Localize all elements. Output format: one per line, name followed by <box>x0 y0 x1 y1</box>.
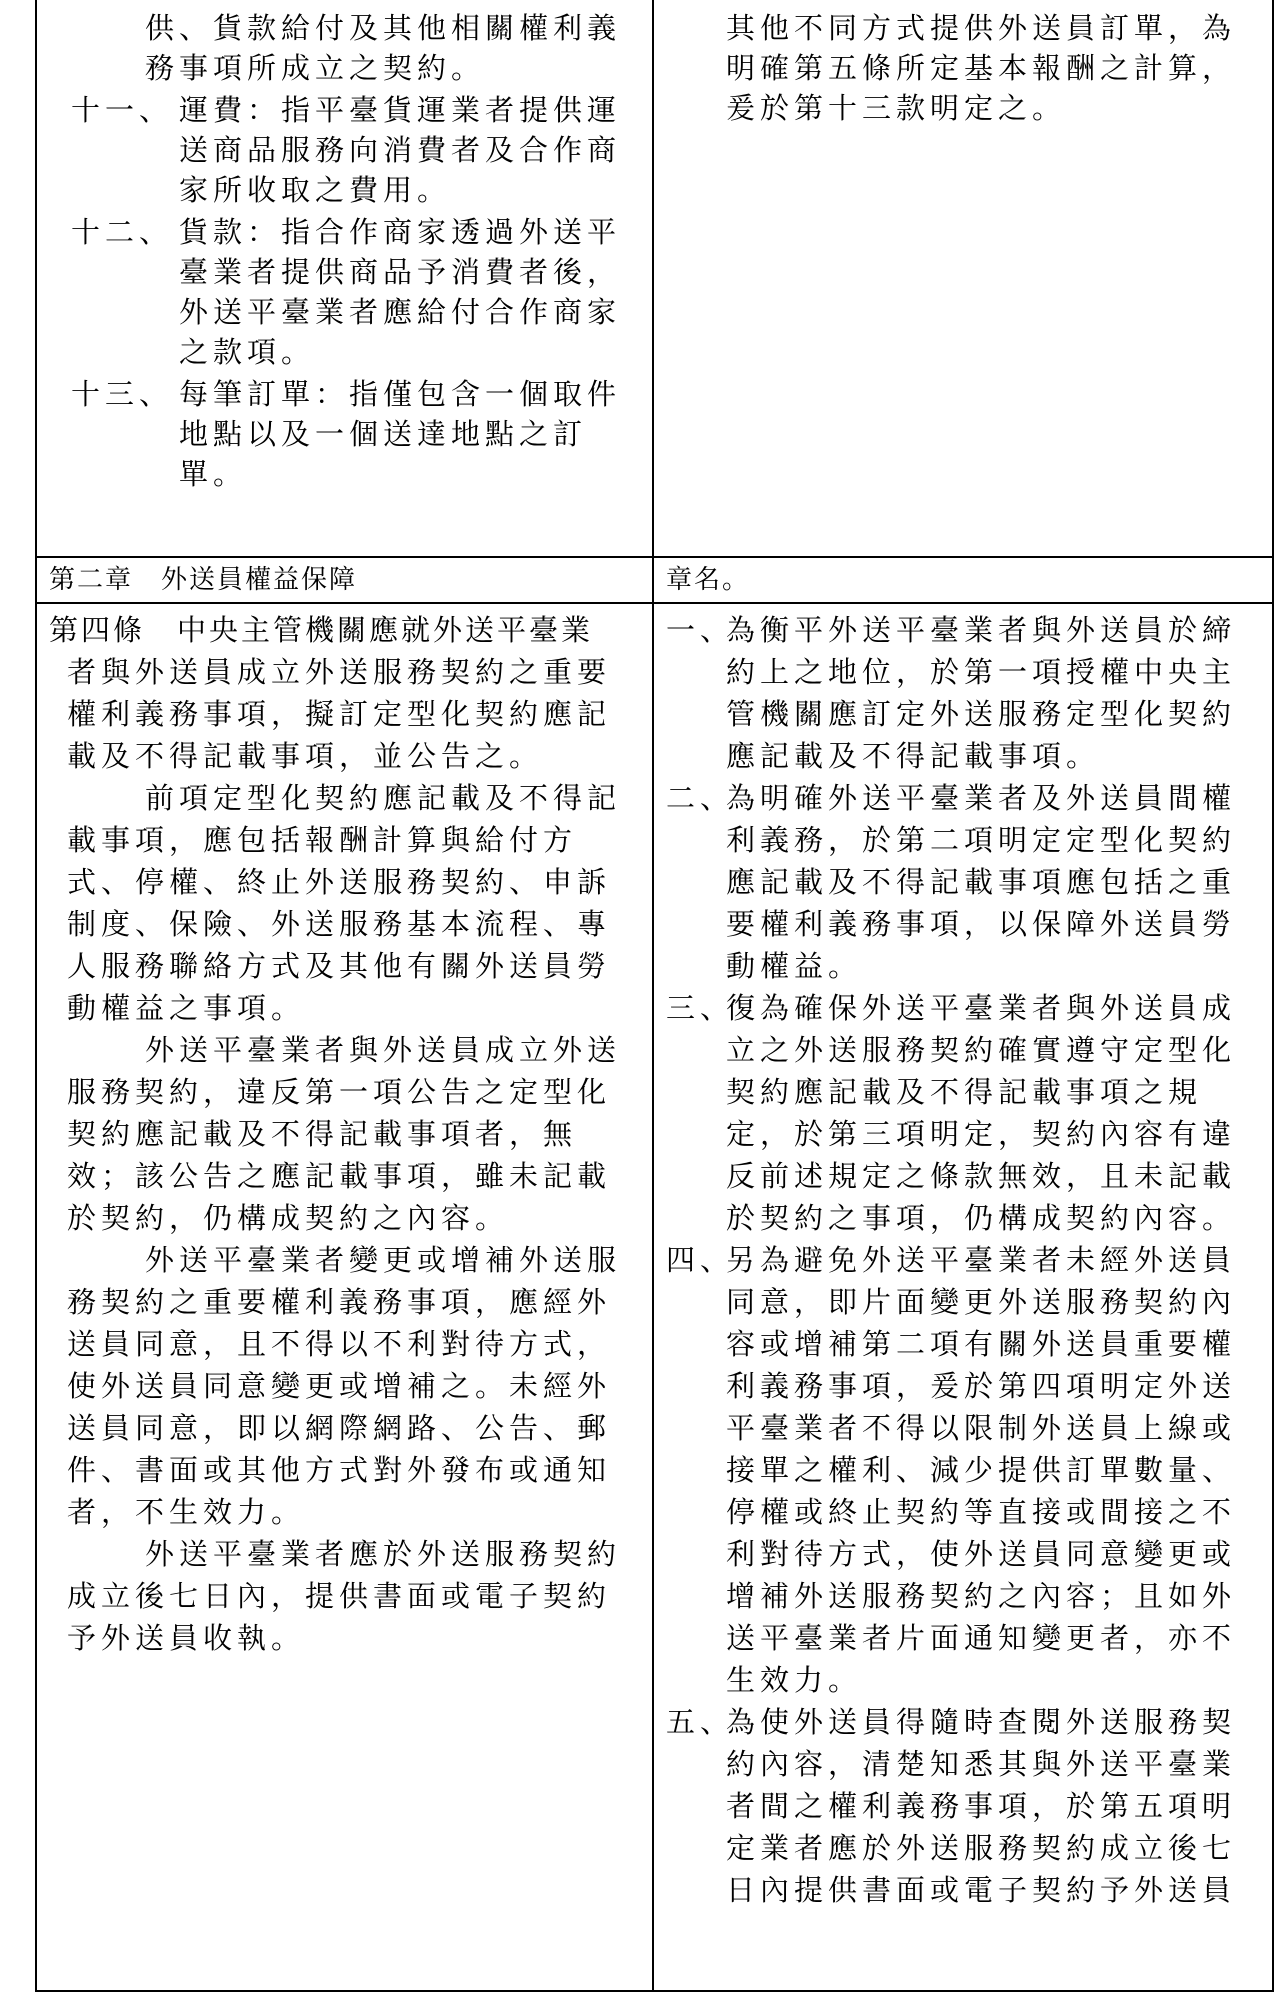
item-number: 十一、 <box>71 93 174 127</box>
text-line: 明確第五條所定基本報酬之計算， <box>726 51 1237 85</box>
text-line: 定業者應於外送服務契約成立後七 <box>726 1831 1237 1865</box>
text-line: 動權益之事項。 <box>67 991 306 1025</box>
text-line: 制度、保險、外送服務基本流程、專 <box>67 907 612 941</box>
text-line: 供、貨款給付及其他相關權利義 <box>145 11 622 45</box>
item-number: 四、 <box>666 1243 735 1277</box>
text-line: 送商品服務向消費者及合作商 <box>179 133 622 167</box>
text-line: 為衡平外送平臺業者與外送員於締 <box>726 613 1237 647</box>
text-line: 利義務，於第二項明定定型化契約 <box>726 823 1237 857</box>
text-line: 其他不同方式提供外送員訂單，為 <box>726 11 1237 45</box>
text-line: 成立後七日內，提供書面或電子契約 <box>67 1579 612 1613</box>
text-line: 管機關應訂定外送服務定型化契約 <box>726 697 1237 731</box>
article-explanation-cell <box>653 603 1273 1991</box>
text-line: 單。 <box>179 457 248 491</box>
table-row <box>36 603 1273 1991</box>
item-number: 十二、 <box>71 215 174 249</box>
text-line: 務契約之重要權利義務事項，應經外 <box>67 1285 612 1319</box>
text-line: 利對待方式，使外送員同意變更或 <box>726 1537 1237 1571</box>
text-line: 平臺業者不得以限制外送員上線或 <box>726 1411 1237 1445</box>
text-line: 約內容，清楚知悉其與外送平臺業 <box>726 1747 1237 1781</box>
chapter-title-cell <box>36 557 653 603</box>
table-row <box>36 557 1273 603</box>
text-line: 前項定型化契約應記載及不得記 <box>145 781 622 815</box>
definitions-cell <box>36 0 653 557</box>
text-line: 停權或終止契約等直接或間接之不 <box>726 1495 1237 1529</box>
explanation-cell <box>653 0 1273 557</box>
text-line: 立之外送服務契約確實遵守定型化 <box>726 1033 1237 1067</box>
text-line: 為明確外送平臺業者及外送員間權 <box>726 781 1237 815</box>
text-line: 為使外送員得隨時查閱外送服務契 <box>726 1705 1237 1739</box>
text-line: 效；該公告之應記載事項，雖未記載 <box>67 1159 612 1193</box>
chapter-title: 第二章 外送員權益保障 <box>49 565 358 595</box>
text-line: 同意，即片面變更外送服務契約內 <box>726 1285 1237 1319</box>
text-line: 臺業者提供商品予消費者後， <box>179 255 622 289</box>
text-line: 外送平臺業者變更或增補外送服 <box>145 1243 622 1277</box>
text-line: 貨款：指合作商家透過外送平 <box>179 215 622 249</box>
text-line: 接單之權利、減少提供訂單數量、 <box>726 1453 1237 1487</box>
text-line: 生效力。 <box>726 1663 863 1697</box>
text-line: 使外送員同意變更或增補之。未經外 <box>67 1369 612 1403</box>
text-line: 送平臺業者片面通知變更者，亦不 <box>726 1621 1237 1655</box>
text-line: 契約應記載及不得記載事項者，無 <box>67 1117 578 1151</box>
text-line: 利義務事項，爰於第四項明定外送 <box>726 1369 1237 1403</box>
text-line: 送員同意，且不得以不利對待方式， <box>67 1327 612 1361</box>
text-line: 爰於第十三款明定之。 <box>726 91 1067 125</box>
text-line: 動權益。 <box>726 949 863 983</box>
text-line: 地點以及一個送達地點之訂 <box>179 417 588 451</box>
item-number: 一、 <box>666 613 735 647</box>
text-line: 應記載及不得記載事項應包括之重 <box>726 865 1237 899</box>
text-line: 於契約之事項，仍構成契約內容。 <box>726 1201 1237 1235</box>
text-line: 送員同意，即以網際網路、公告、郵 <box>67 1411 612 1445</box>
text-line: 家所收取之費用。 <box>179 173 452 207</box>
text-line: 載及不得記載事項，並公告之。 <box>67 739 544 773</box>
table-row <box>36 0 1273 557</box>
text-line: 約上之地位，於第一項授權中央主 <box>726 655 1237 689</box>
article-heading-line: 第四條 中央主管機關應就外送平臺業 <box>49 613 594 647</box>
text-line: 外送平臺業者應給付合作商家 <box>179 295 622 329</box>
text-line: 者，不生效力。 <box>67 1495 306 1529</box>
item-number: 十三、 <box>71 377 174 411</box>
text-line: 者與外送員成立外送服務契約之重要 <box>67 655 612 689</box>
text-line: 權利義務事項，擬訂定型化契約應記 <box>67 697 612 731</box>
text-line: 予外送員收執。 <box>67 1621 306 1655</box>
text-line: 要權利義務事項，以保障外送員勞 <box>726 907 1237 941</box>
text-line: 另為避免外送平臺業者未經外送員 <box>726 1243 1237 1277</box>
text-line: 務事項所成立之契約。 <box>145 51 486 85</box>
text-line: 增補外送服務契約之內容；且如外 <box>726 1579 1237 1613</box>
text-line: 服務契約，違反第一項公告之定型化 <box>67 1075 612 1109</box>
legislation-comparison-table <box>35 0 1274 1992</box>
text-line: 契約應記載及不得記載事項之規 <box>726 1075 1203 1109</box>
text-line: 件、書面或其他方式對外發布或通知 <box>67 1453 612 1487</box>
chapter-note: 章名。 <box>666 565 751 595</box>
item-number: 三、 <box>666 991 735 1025</box>
text-line: 復為確保外送平臺業者與外送員成 <box>726 991 1237 1025</box>
text-line: 之款項。 <box>179 335 316 369</box>
text-line: 定，於第三項明定，契約內容有違 <box>726 1117 1237 1151</box>
text-line: 外送平臺業者應於外送服務契約 <box>145 1537 622 1571</box>
text-line: 於契約，仍構成契約之內容。 <box>67 1201 510 1235</box>
text-line: 容或增補第二項有關外送員重要權 <box>726 1327 1237 1361</box>
article-text-cell <box>36 603 653 1991</box>
item-number: 二、 <box>666 781 735 815</box>
item-number: 五、 <box>666 1705 735 1739</box>
text-line: 載事項，應包括報酬計算與給付方 <box>67 823 578 857</box>
text-line: 式、停權、終止外送服務契約、申訴 <box>67 865 612 899</box>
text-line: 日內提供書面或電子契約予外送員 <box>726 1873 1237 1907</box>
text-line: 者間之權利義務事項，於第五項明 <box>726 1789 1237 1823</box>
text-line: 運費：指平臺貨運業者提供運 <box>179 93 622 127</box>
text-line: 外送平臺業者與外送員成立外送 <box>145 1033 622 1067</box>
text-line: 每筆訂單：指僅包含一個取件 <box>179 377 622 411</box>
text-line: 人服務聯絡方式及其他有關外送員勞 <box>67 949 612 983</box>
chapter-note-cell <box>653 557 1273 603</box>
text-line: 應記載及不得記載事項。 <box>726 739 1101 773</box>
text-line: 反前述規定之條款無效，且未記載 <box>726 1159 1237 1193</box>
